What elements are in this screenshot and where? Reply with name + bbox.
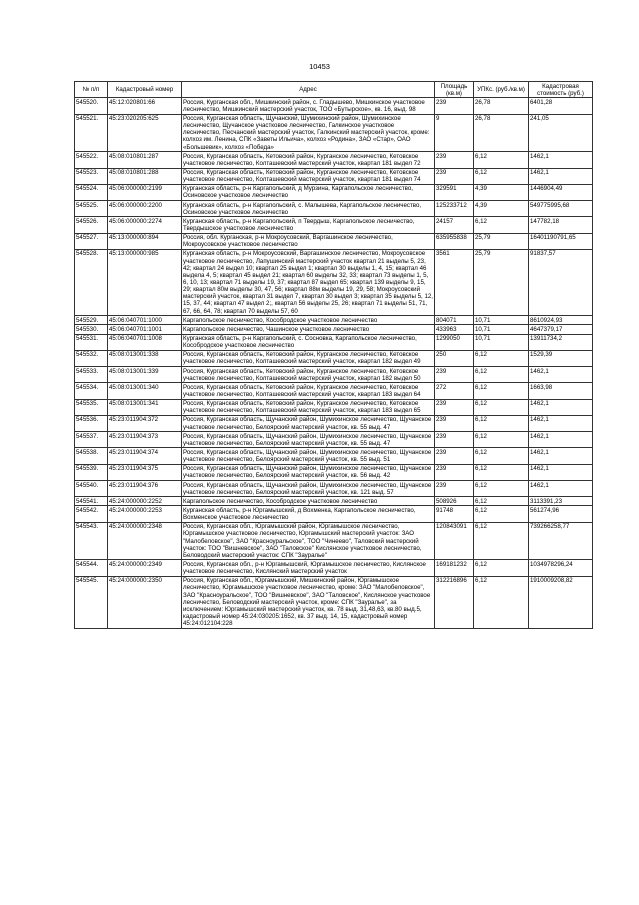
cell-cadastral-cost: 91837,57: [529, 249, 593, 315]
table-row: [75, 432, 593, 448]
cell-cadastral-number: 45:24:000000:2350: [108, 576, 182, 628]
cell-area: 508926: [435, 497, 474, 506]
cell-area: 239: [435, 367, 474, 383]
cell-upks: 10,71: [474, 325, 529, 334]
cell-cadastral-cost: 1462,1: [529, 168, 593, 184]
cell-cadastral-number: 45:08:013001:338: [108, 350, 182, 366]
cadastral-table: [74, 81, 593, 629]
cell-num: 545530.: [75, 325, 108, 334]
cell-upks: 6,12: [474, 448, 529, 464]
cell-area: 24157: [435, 217, 474, 233]
header-upks: УПКс. (руб./кв.м): [474, 82, 529, 98]
cell-area: 239: [435, 464, 474, 480]
cell-cadastral-number: 45:23:011904:373: [108, 432, 182, 448]
cell-num: 545534.: [75, 383, 108, 399]
cell-area: 329591: [435, 184, 474, 200]
cell-upks: 6,12: [474, 497, 529, 506]
table-row: [75, 350, 593, 366]
cell-num: 545522.: [75, 152, 108, 168]
cell-cadastral-number: 45:23:011904:375: [108, 464, 182, 480]
table-row: [75, 576, 593, 628]
cell-num: 545527.: [75, 233, 108, 249]
cell-address: Каргапольское лесничество, Кособродское участковое лесничество: [182, 497, 435, 506]
cell-cadastral-number: 45:23:020205:625: [108, 114, 182, 152]
cell-num: 545528.: [75, 249, 108, 315]
cell-num: 545525.: [75, 201, 108, 217]
cell-cadastral-number: 45:06:000000:2274: [108, 217, 182, 233]
cell-address: Каргапольское лесничество, Кособродское участковое лесничество: [182, 316, 435, 325]
cell-cadastral-number: 45:06:000000:2200: [108, 201, 182, 217]
table-row: [75, 560, 593, 576]
cell-upks: 6,12: [474, 152, 529, 168]
table-row: [75, 334, 593, 350]
cell-cadastral-cost: 3113391,23: [529, 497, 593, 506]
cell-area: 239: [435, 415, 474, 431]
cell-cadastral-number: 45:06:040701:1000: [108, 316, 182, 325]
cell-address: Россия, Курганская область, Кетовский район, Курганское лесничество, Кетовское участковое лесничество, Колташевский мастерский участок, квартал 183 выдел 64: [182, 383, 435, 399]
cell-address: Курганская область, р-н Мокроусовский, Варгашинское лесничество, Мокроусовское участковое лесничество, Лапушинский мастерский участок квартал 21 выделы 5, 23, 42; квартал 24 выдел 10; квартал 25 выдел 1; квартал 30 выделы 1, 4, 15; квартал 46 выдела 4, 5; квартал 45 выдел 21; квартал 60 выделы 32, 33; квартал 73 выделы 1, 5, 6, 10, 13; квартал 71 выделы 19, 37; квартал 87 выдел 65; квартал 139 выделы 9, 15, 29; квартал 80м выделы 30, 47, 56; квартал 88м выделы 19, 29, 58; Мокроусовский мастерский участок, квартал 31 выдел 7, квартал 30 выдел 3; квартал 35 выделы 5, 12, 15, 37, 44; квартал 47 выдел 2;, квартал 56 выделы 25, 26; квартал 71 выделы 51, 71, 67, 66, 64, 78; квартал 70 выделы 57, 60: [183, 250, 434, 315]
cell-address: Россия, Курганская область, Щучанский район, Шумихинское лесничество, Щучанское участковое лесничество, Белоярский мастерский участок, кв. 55 выд. 47: [182, 432, 435, 448]
cell-address: Каргапольское лесничество, Чашинское участковое лесничество: [182, 325, 435, 334]
cell-cadastral-cost: 1910009208,82: [529, 576, 593, 628]
cell-num: 545540.: [75, 481, 108, 497]
cell-area: 804071: [435, 316, 474, 325]
cell-cadastral-number: 45:06:000000:2199: [108, 184, 182, 200]
cell-address: Россия, Курганская область, Щучанский район, Шумихинское лесничество, Щучанское участковое лесничество, Белоярский мастерский участок, кв. 121 выд. 57: [182, 481, 435, 497]
cell-upks: 10,71: [474, 334, 529, 350]
cell-upks: 6,12: [474, 415, 529, 431]
cell-cadastral-number: 45:06:040701:1008: [108, 334, 182, 350]
cell-area: 239: [435, 168, 474, 184]
table-row: [75, 233, 593, 249]
cell-upks: 6,12: [474, 464, 529, 480]
table-row: [75, 316, 593, 325]
cell-area: 239: [435, 432, 474, 448]
cell-area: 433963: [435, 325, 474, 334]
cell-area: 250: [435, 350, 474, 366]
cell-upks: 25,79: [474, 249, 529, 315]
table-header-row: [75, 82, 593, 98]
table-row: [75, 249, 593, 315]
cell-num: 545535.: [75, 399, 108, 415]
cell-area: 239: [435, 399, 474, 415]
cell-upks: 6,12: [474, 522, 529, 560]
table-row: [75, 464, 593, 480]
cell-cadastral-number: 45:08:013001:340: [108, 383, 182, 399]
table-row: [75, 522, 593, 560]
table-row: [75, 98, 593, 114]
cell-cadastral-cost: 1462,1: [529, 367, 593, 383]
cell-upks: 6,12: [474, 168, 529, 184]
cell-address: Россия, Курганская область, Кетовский район, Курганское лесничество, Кетовское участковое лесничество, Колташевский мастерский участок, квартал 182 выдел 50: [182, 367, 435, 383]
cell-upks: 10,71: [474, 316, 529, 325]
cell-cadastral-number: 45:13:000000:985: [108, 249, 182, 315]
cell-cadastral-number: 45:06:040701:1001: [108, 325, 182, 334]
page-number: 10453: [309, 62, 330, 71]
cell-upks: 6,12: [474, 560, 529, 576]
table-row: [75, 448, 593, 464]
cell-cadastral-number: 45:08:013001:339: [108, 367, 182, 383]
cell-cadastral-cost: 6401,28: [529, 98, 593, 114]
cell-cadastral-cost: 1462,1: [529, 464, 593, 480]
cell-address: Россия, Курганская обл., Юргамышский район, Юргамышское лесничество, Юргамышское участковое лесничество, Юргамышский мастерский участок: ЗАО "Малобеловское", ЗАО "Красноуральское", ТОО "Чинеево", Таловский мастерский участок: ТОО "Вишневское", ЗАО "Таловское" Кислянское участковое лесничество, Беловодский мастерский участок: СПК "Зауралье": [182, 522, 435, 560]
header-cadastral-cost: Кадастровая стоимость (руб.): [529, 82, 593, 98]
cell-upks: 6,12: [474, 350, 529, 366]
header-num: № п/п: [75, 82, 108, 98]
cell-cadastral-cost: 1529,39: [529, 350, 593, 366]
cell-cadastral-cost: 1462,1: [529, 481, 593, 497]
cell-cadastral-number: 45:23:011904:376: [108, 481, 182, 497]
cell-address: Курганская область, р-н Юргамышский, д Вохменка, Каргапольское лесничество, Вохменское участковое лесничество: [182, 506, 435, 522]
cell-cadastral-cost: 4647379,17: [529, 325, 593, 334]
cell-cadastral-cost: 147782,18: [529, 217, 593, 233]
cell-num: 545544.: [75, 560, 108, 576]
cell-num: 545524.: [75, 184, 108, 200]
cell-cadastral-cost: 1462,1: [529, 152, 593, 168]
cell-cadastral-cost: 241,05: [529, 114, 593, 152]
cell-num: 545537.: [75, 432, 108, 448]
table-row: [75, 506, 593, 522]
cell-upks: 6,12: [474, 383, 529, 399]
cell-address: Курганская область, р-н Каргапольский, д Мурзина, Каргапольское лесничество, Осиновское участковое лесничество: [182, 184, 435, 200]
cell-num: 545538.: [75, 448, 108, 464]
cell-upks: 4,39: [474, 184, 529, 200]
cell-upks: 6,12: [474, 506, 529, 522]
cell-area: 169181232: [435, 560, 474, 576]
cell-cadastral-number: 45:24:000000:2348: [108, 522, 182, 560]
cell-address: Россия, Курганская область, Щучанский, Шумихинский район, Шумихинское лесничество, Щучанское участковое лесничество, Галкинское участковое лесничество, Песчанский мастерский участок, Галкинский мастерский участок, кроме: колхоз им. Ленина, СПК «Заветы Ильича», колхоз «Родина», ЗАО «Стар», ОАО «Большевик», колхоз «Победа»: [182, 114, 435, 152]
table-row: [75, 367, 593, 383]
cell-address: Курганская область, р-н Каргапольский, с. Малышева, Каргапольское лесничество, Осиновское участковое лесничество: [182, 201, 435, 217]
cell-cadastral-cost: 1462,1: [529, 432, 593, 448]
cell-upks: 6,12: [474, 576, 529, 628]
cell-cadastral-number: 45:13:000000:894: [108, 233, 182, 249]
cell-cadastral-cost: 8610924,93: [529, 316, 593, 325]
table-row: [75, 399, 593, 415]
cell-cadastral-number: 45:24:000000:2253: [108, 506, 182, 522]
cell-upks: 4,39: [474, 201, 529, 217]
cell-address: Россия, Курганская область, Щучанский район, Шумихинское лесничество, Щучанское участковое лесничество, Белоярский мастерский участок, кв. 55 выд. 51: [182, 448, 435, 464]
cell-cadastral-cost: 1462,1: [529, 448, 593, 464]
cell-cadastral-cost: 16401190791,65: [529, 233, 593, 249]
table-row: [75, 184, 593, 200]
cell-cadastral-number: 45:23:011904:374: [108, 448, 182, 464]
cell-upks: 25,79: [474, 233, 529, 249]
table-row: [75, 114, 593, 152]
cell-area: 1299050: [435, 334, 474, 350]
cell-num: 545545.: [75, 576, 108, 628]
table-row: [75, 383, 593, 399]
cell-area: 91748: [435, 506, 474, 522]
header-area: Площадь (кв.м): [435, 82, 474, 98]
cell-num: 545542.: [75, 506, 108, 522]
table-row: [75, 481, 593, 497]
header-cadastral-number: Кадастровый номер: [108, 82, 182, 98]
cell-num: 545523.: [75, 168, 108, 184]
cell-num: 545526.: [75, 217, 108, 233]
cell-area: 239: [435, 152, 474, 168]
cell-cadastral-cost: 1034978296,24: [529, 560, 593, 576]
cell-upks: 26,78: [474, 114, 529, 152]
cell-num: 545532.: [75, 350, 108, 366]
cell-address: Россия, Курганская обл., р-н Юргамышский, Юргамышское лесничество, Кислянское участковое лесничество, Кислянский мастерский участок: [182, 560, 435, 576]
table-row: [75, 217, 593, 233]
cell-area: 635955838: [435, 233, 474, 249]
cell-area: 239: [435, 98, 474, 114]
cell-area: 239: [435, 481, 474, 497]
cell-address: Россия, Курганская область, Кетовский район, Курганское лесничество, Кетовское участковое лесничество, Колташевский мастерский участок, квартал 181 выдел 74: [182, 168, 435, 184]
cell-area: 239: [435, 448, 474, 464]
cell-area: 272: [435, 383, 474, 399]
cell-cadastral-number: 45:08:013001:341: [108, 399, 182, 415]
cell-cadastral-cost: 1462,1: [529, 399, 593, 415]
table-row: [75, 497, 593, 506]
cell-address: Курганская область, р-н Каргапольский, п Твердыш, Каргапольское лесничество, Твердышское участковое лесничество: [182, 217, 435, 233]
cell-cadastral-cost: 13911734,2: [529, 334, 593, 350]
cell-cadastral-cost: 561274,96: [529, 506, 593, 522]
cell-address: Россия, обл. Курганская, р-н Мокроусовский, Варгашинское лесничество, Мокроусовское участковое лесничество: [182, 233, 435, 249]
table-row: [75, 168, 593, 184]
table-row: [75, 415, 593, 431]
cell-upks: 26,78: [474, 98, 529, 114]
cell-address: Россия, Курганская обл., Мишкинский район, с. Гладышево, Мишкинское участковое лесничество, Мишкинский мастерский участок, ТОО «Бутырское», кв. 16, выд. 98: [182, 98, 435, 114]
cell-num: 545531.: [75, 334, 108, 350]
cell-address: Россия, Курганская область, Кетовский район, Курганское лесничество, Кетовское участковое лесничество, Колташевский мастерский участок, квартал 181 выдел 72: [182, 152, 435, 168]
cell-area: 125233712: [435, 201, 474, 217]
table-body: [75, 98, 593, 628]
cell-address: Россия, Курганская область, Кетовский район, Курганское лесничество, Кетовское участковое лесничество, Колташевский мастерский участок, квартал 183 выдел 65: [182, 399, 435, 415]
cell-address: Россия, Курганская область, Кетовский район, Курганское лесничество, Кетовское участковое лесничество, Колташевский мастерский участок, квартал 182 выдел 49: [182, 350, 435, 366]
cell-area: 9: [435, 114, 474, 152]
table-row: [75, 325, 593, 334]
cell-cadastral-number: 45:24:000000:2349: [108, 560, 182, 576]
cell-num: 545539.: [75, 464, 108, 480]
cell-num: 545536.: [75, 415, 108, 431]
cell-cadastral-cost: 739266258,77: [529, 522, 593, 560]
cell-num: 545529.: [75, 316, 108, 325]
cell-cadastral-number: 45:24:000000:2252: [108, 497, 182, 506]
cell-cadastral-cost: 549775995,68: [529, 201, 593, 217]
cell-address: Россия, Курганская обл., Юргамышский, Мишкинский район, Юргамышское лесничество, Юргамышское участковое лесничество, кроме: ЗАО "Малобеловское", ЗАО "Красноуральское", ТОО "Вишневское", ЗАО "Таловское", Кислянское участковое лесничество, Беловодский мастерский участок, кроме: СПК "Зауралье", за исключением: Юргамышский мастерский участок, кв. 78 выд. 31,48,63, кв.80 выд.5, кадастровый номер 45:24:030205:1652, кв. 37 выд. 14, 15, кадастровый номер 45:24:012104:228: [182, 576, 435, 628]
cell-cadastral-cost: 1663,98: [529, 383, 593, 399]
cell-address: Курганская область, р-н Каргапольский, с. Сосновка, Каргапольское лесничество, Кособродское участковое лесничество: [182, 334, 435, 350]
cell-num: 545521.: [75, 114, 108, 152]
cell-area: 312216896: [435, 576, 474, 628]
cell-cadastral-cost: 1462,1: [529, 415, 593, 431]
cell-cadastral-cost: 1446904,49: [529, 184, 593, 200]
cell-cadastral-number: 45:23:011904:372: [108, 415, 182, 431]
cell-upks: 6,12: [474, 399, 529, 415]
cell-area: 3561: [435, 249, 474, 315]
cell-address: Россия, Курганская область, Щучанский район, Шумихинское лесничество, Щучанское участковое лесничество, Белоярский мастерский участок, кв. 56 выд. 42: [182, 464, 435, 480]
cell-upks: 6,12: [474, 217, 529, 233]
table-row: [75, 201, 593, 217]
header-address: Адрес: [182, 82, 435, 98]
cell-num: 545541.: [75, 497, 108, 506]
cell-upks: 6,12: [474, 481, 529, 497]
cell-cadastral-number: 45:08:010801:287: [108, 152, 182, 168]
cell-num: 545520.: [75, 98, 108, 114]
cell-upks: 6,12: [474, 432, 529, 448]
cell-upks: 6,12: [474, 367, 529, 383]
cell-num: 545543.: [75, 522, 108, 560]
table-row: [75, 152, 593, 168]
cell-address: Россия, Курганская область, Щучанский район, Шумихинское лесничество, Щучанское участковое лесничество, Белоярский мастерский участок, кв. 55 выд. 47: [182, 415, 435, 431]
cell-num: 545533.: [75, 367, 108, 383]
cell-area: 120843091: [435, 522, 474, 560]
cell-cadastral-number: 45:08:010801:288: [108, 168, 182, 184]
cell-cadastral-number: 45:12:020801:66: [108, 98, 182, 114]
